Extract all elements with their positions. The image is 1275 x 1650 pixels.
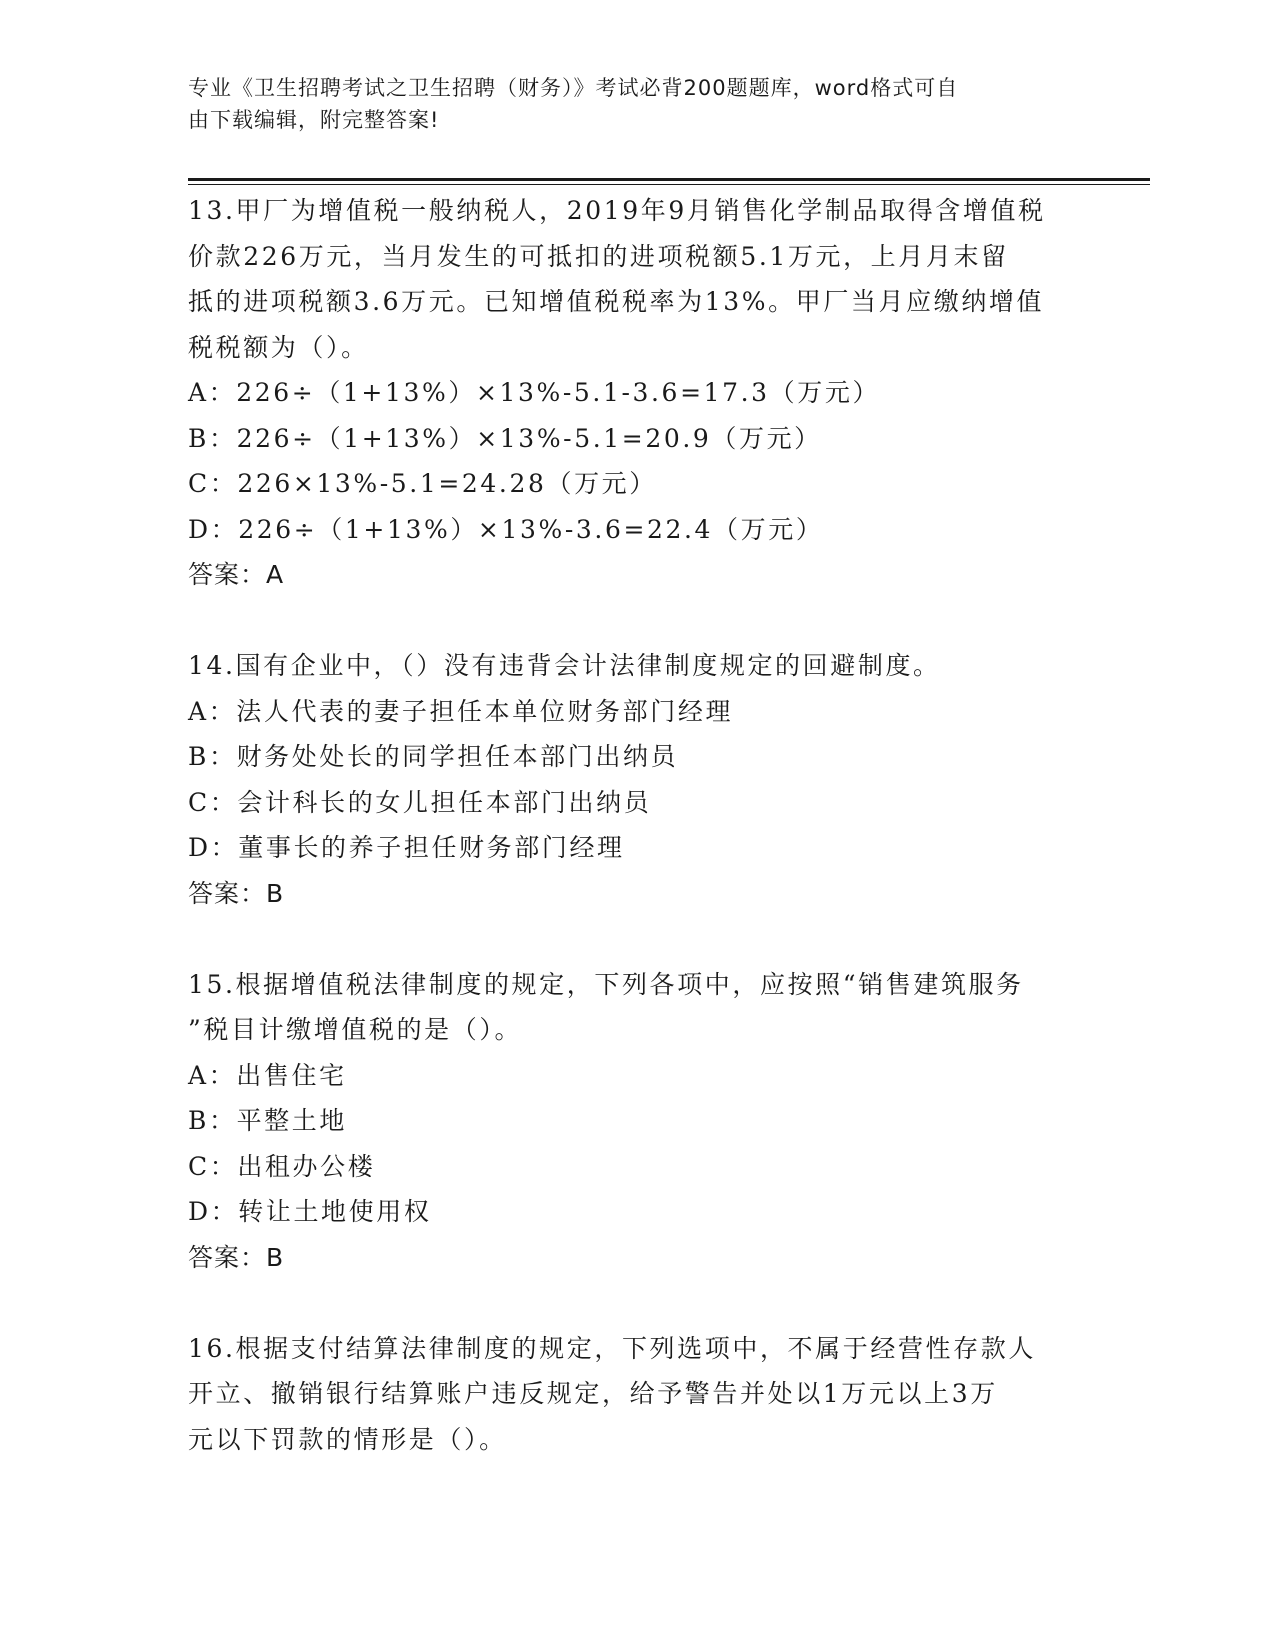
option-d: D：董事长的养子担任财务部门经理: [188, 833, 625, 862]
option-b: B：226÷（1+13%）×13%-5.1=20.9（万元）: [188, 423, 822, 453]
option-a: A：法人代表的妻子担任本单位财务部门经理: [188, 696, 734, 726]
stem-line: 元以下罚款的情形是（）。: [188, 1424, 507, 1454]
option-c: C：226×13%-5.1=24.28（万元）: [188, 469, 657, 498]
option-c: C：会计科长的女儿担任本部门出纳员: [188, 787, 652, 817]
option-b: B：财务处处长的同学担任本部门出纳员: [188, 742, 679, 771]
stem-line: 14.国有企业中，（）没有违背会计法律制度规定的回避制度。: [188, 651, 941, 680]
stem-line: 开立、撤销银行结算账户违反规定，给予警告并处以1万元以上3万: [188, 1379, 998, 1408]
stem-line: 16.根据支付结算法律制度的规定，下列选项中，不属于经营性存款人: [188, 1333, 1036, 1363]
header-divider-thick: [188, 178, 1150, 181]
option-a: A：出售住宅: [188, 1060, 347, 1090]
header-line: 由下载编辑，附完整答案!: [188, 108, 440, 132]
question-stem: [188, 962, 1088, 1053]
stem-line: 抵的进项税额3.6万元。已知增值税税率为13%。甲厂当月应缴纳增值: [188, 287, 1045, 316]
question-16: [188, 1326, 1088, 1463]
stem-line: ”税目计缴增值税的是（）。: [188, 1015, 523, 1044]
option-c: C：出租办公楼: [188, 1151, 376, 1181]
question-13: [188, 188, 1088, 598]
question-stem: [188, 643, 1088, 689]
header-divider-thin: [188, 184, 1150, 185]
option-d: D：转让土地使用权: [188, 1197, 432, 1226]
question-14: [188, 643, 1088, 916]
option-d: D：226÷（1+13%）×13%-3.6=22.4（万元）: [188, 514, 824, 544]
question-stem: [188, 1326, 1088, 1463]
stem-line: 13.甲厂为增值税一般纳税人，2019年9月销售化学制品取得含增值税: [188, 196, 1046, 225]
question-spacer: [188, 1280, 1088, 1326]
stem-line: 15.根据增值税法律制度的规定，下列各项中，应按照“销售建筑服务: [188, 969, 1024, 999]
page-header: [188, 72, 1068, 136]
stem-line: 价款226万元，当月发生的可抵扣的进项税额5.1万元，上月月末留: [188, 241, 1009, 271]
answer-label: 答案：B: [188, 1242, 285, 1272]
question-list: [188, 188, 1088, 1462]
question-15: [188, 962, 1088, 1281]
option-b: B：平整土地: [188, 1106, 347, 1135]
stem-line: 税税额为（）。: [188, 332, 369, 362]
answer-label: 答案：A: [188, 560, 285, 589]
header-line: 专业《卫生招聘考试之卫生招聘（财务）》考试必背200题题库，word格式可自: [188, 76, 959, 100]
option-a: A：226÷（1+13%）×13%-5.1-3.6=17.3（万元）: [188, 378, 881, 407]
question-spacer: [188, 598, 1088, 644]
answer-label: 答案：B: [188, 878, 285, 908]
question-stem: [188, 188, 1088, 370]
question-spacer: [188, 916, 1088, 962]
